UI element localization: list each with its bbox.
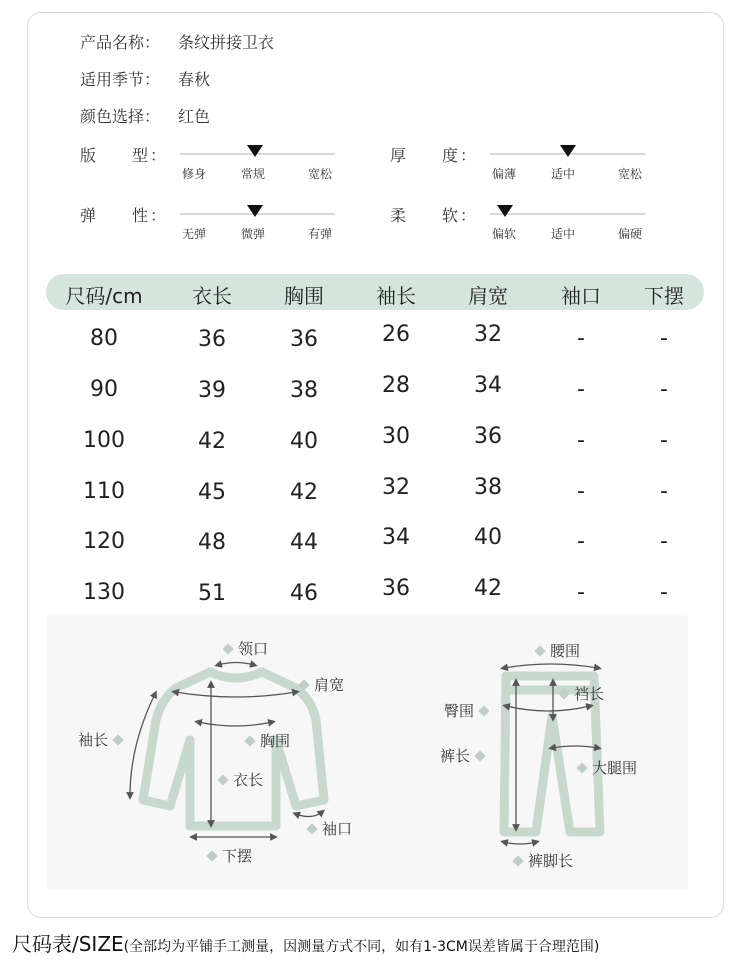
season-value: 春秋: [178, 70, 211, 89]
table-cell: -: [660, 479, 668, 504]
diamond-icon: [244, 735, 255, 746]
color-value: 红色: [178, 107, 211, 126]
table-cell: 100: [83, 428, 125, 453]
table-cell: 32: [474, 322, 502, 347]
chest-label: 胸围: [246, 730, 290, 751]
table-header-cell: 下摆: [644, 284, 684, 308]
table-cell: 90: [90, 377, 118, 402]
table-cell: 42: [198, 429, 226, 454]
thickness-option: 宽松: [618, 167, 643, 181]
footer-title: 尺码表/SIZE: [12, 932, 124, 956]
diamond-icon: [512, 855, 523, 866]
diamond-icon: [112, 734, 123, 745]
table-cell: -: [660, 326, 668, 351]
fit-option: 修身: [182, 167, 207, 181]
table-cell: -: [660, 377, 668, 402]
table-header-cell: 袖长: [376, 284, 416, 308]
table-cell: 110: [83, 479, 125, 504]
table-cell: 38: [290, 378, 318, 403]
table-cell: 120: [83, 529, 125, 554]
table-cell: 38: [474, 475, 502, 500]
elasticity-attribute: 弹 性 ： 无弹 微弹 有弹: [80, 203, 340, 243]
table-cell: 32: [382, 475, 410, 500]
season-label: 适用季节：: [80, 70, 161, 89]
table-cell: 34: [474, 373, 502, 398]
table-cell: -: [577, 428, 585, 453]
diamond-icon: [534, 645, 545, 656]
fit-option: 常规: [241, 167, 266, 181]
fit-attribute: 版 型 ： 修身 常规 宽松: [80, 143, 340, 183]
table-cell: 36: [474, 424, 502, 449]
table-cell: 48: [198, 530, 226, 555]
sleeve-label: 袖长: [78, 729, 122, 750]
table-cell: 130: [83, 580, 125, 605]
elasticity-option: 无弹: [182, 227, 207, 241]
table-cell: 80: [90, 326, 118, 351]
diamond-icon: [298, 679, 309, 690]
footer-caption: [12, 928, 599, 957]
table-cell: 45: [198, 480, 226, 505]
collar-label: 领口: [224, 638, 268, 659]
table-cell: -: [577, 326, 585, 351]
table-cell: 40: [290, 429, 318, 454]
leg-opening-label: 裤脚长: [514, 850, 573, 871]
softness-option: 适中: [551, 227, 576, 241]
table-cell: 46: [290, 581, 318, 606]
table-cell: -: [577, 479, 585, 504]
length-label: 衣长: [219, 769, 263, 790]
fit-option: 宽松: [308, 167, 333, 181]
diamond-icon: [558, 688, 569, 699]
table-cell: 42: [474, 576, 502, 601]
table-cell: 26: [382, 322, 410, 347]
table-cell: 51: [198, 581, 226, 606]
thickness-option: 适中: [551, 167, 576, 181]
cuff-label: 袖口: [308, 818, 352, 839]
hem-label: 下摆: [208, 845, 252, 866]
pants-length-label: 裤长: [440, 745, 484, 766]
table-header-cell: 袖口: [561, 284, 601, 308]
diamond-icon: [222, 643, 233, 654]
waist-label: 腰围: [536, 640, 580, 661]
table-cell: 30: [382, 424, 410, 449]
footer-note: (全部均为平铺手工测量，因测量方式不同，如有1-3CM误差皆属于合理范围): [123, 939, 600, 955]
table-cell: -: [577, 580, 585, 605]
color-label: 颜色选择：: [80, 107, 161, 126]
diamond-icon: [576, 762, 587, 773]
product-name-value: 条纹拼接卫衣: [178, 33, 275, 52]
table-header-cell: 衣长: [192, 284, 232, 308]
table-cell: -: [577, 529, 585, 554]
table-cell: 36: [382, 576, 410, 601]
elasticity-option: 有弹: [308, 227, 333, 241]
softness-option: 偏软: [492, 227, 517, 241]
shoulder-label: 肩宽: [300, 674, 344, 695]
table-cell: 36: [198, 327, 226, 352]
table-header-cell: 胸围: [284, 284, 324, 308]
table-cell: -: [660, 428, 668, 453]
table-cell: 42: [290, 480, 318, 505]
diamond-icon: [306, 823, 317, 834]
table-cell: 36: [290, 327, 318, 352]
table-header-cell: 尺码/cm: [65, 284, 143, 308]
rise-label: 裆长: [560, 683, 604, 704]
hip-label: 臀围: [444, 700, 488, 721]
softness-option: 偏硬: [618, 227, 643, 241]
elasticity-option: 微弹: [241, 227, 266, 241]
diamond-icon: [217, 774, 228, 785]
table-cell: -: [577, 377, 585, 402]
table-cell: 28: [382, 373, 410, 398]
table-cell: 39: [198, 378, 226, 403]
table-cell: 40: [474, 525, 502, 550]
softness-attribute: 柔 软 ： 偏软 适中 偏硬: [390, 203, 650, 243]
thigh-label: 大腿围: [578, 757, 637, 778]
diamond-icon: [206, 850, 217, 861]
table-cell: -: [660, 580, 668, 605]
table-cell: 34: [382, 525, 410, 550]
thickness-attribute: 厚 度 ： 偏薄 适中 宽松: [390, 143, 650, 183]
table-cell: -: [660, 529, 668, 554]
table-header-cell: 肩宽: [468, 284, 508, 308]
table-cell: 44: [290, 530, 318, 555]
top-garment-outline: [143, 672, 324, 826]
product-name-label: 产品名称：: [80, 33, 161, 52]
thickness-option: 偏薄: [492, 167, 517, 181]
diamond-icon: [478, 705, 489, 716]
diamond-icon: [474, 750, 485, 761]
